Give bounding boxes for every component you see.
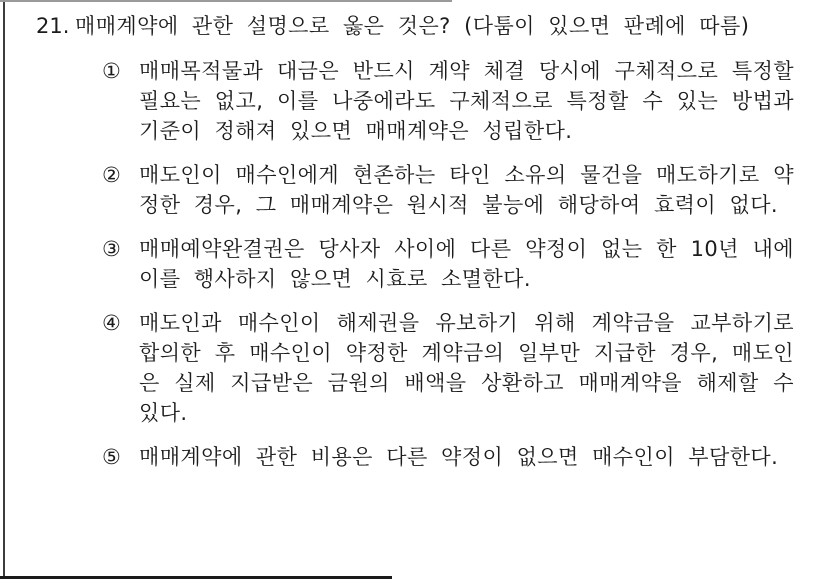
option-2-marker: ② xyxy=(102,163,121,187)
page-top-border-line xyxy=(0,0,452,2)
question-block xyxy=(36,11,794,472)
question-stem: 매매계약에 관한 설명으로 옳은 것은? (다툼이 있으면 판례에 따름) xyxy=(75,14,750,38)
option-3-text: 매매예약완결권은 당사자 사이에 다른 약정이 없는 한 10년 내에 이를 행사하지 않으면 시효로 소멸한다. xyxy=(139,237,794,291)
option-1-marker: ① xyxy=(102,59,121,83)
question-number: 21. xyxy=(36,14,70,38)
options-list xyxy=(102,56,794,472)
option-4-marker: ④ xyxy=(102,311,121,335)
page-left-border-line xyxy=(3,0,5,579)
option-2 xyxy=(102,160,794,220)
option-5-marker: ⑤ xyxy=(102,445,121,469)
option-1 xyxy=(102,56,794,146)
option-4-text: 매도인과 매수인이 해제권을 유보하기 위해 계약금을 교부하기로 합의한 후 매수인이 약정한 계약금의 일부만 지급한 경우, 매도인은 실제 지급받은 금원의 배액을 상환하고 매매계약을 해제할 수 있다. xyxy=(139,311,794,425)
option-3 xyxy=(102,234,794,294)
option-1-text: 매매목적물과 대금은 반드시 계약 체결 당시에 구체적으로 특정할 필요는 없고, 이를 나중에라도 구체적으로 특정할 수 있는 방법과 기준이 정해져 있으면 매매계약은 성립한다. xyxy=(139,59,794,143)
option-4 xyxy=(102,308,794,428)
option-3-marker: ③ xyxy=(102,237,121,261)
question-head xyxy=(36,11,794,42)
option-5-text: 매매계약에 관한 비용은 다른 약정이 없으면 매수인이 부담한다. xyxy=(139,445,779,469)
option-5 xyxy=(102,442,794,472)
option-2-text: 매도인이 매수인에게 현존하는 타인 소유의 물건을 매도하기로 약정한 경우, 그 매매계약은 원시적 불능에 해당하여 효력이 없다. xyxy=(139,163,794,217)
